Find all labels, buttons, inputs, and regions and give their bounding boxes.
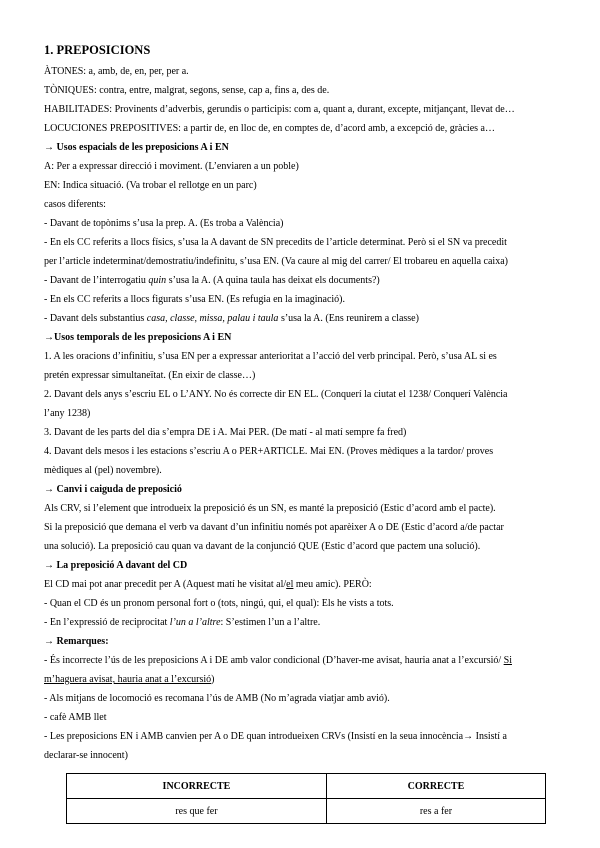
parts-dia-line: 3. Davant de les parts del dia s’empra DE i A. Mai PER. (De matí - al matí sempre fa fred) bbox=[44, 427, 407, 438]
casos-line: casos diferents: bbox=[44, 199, 106, 210]
heading-usos-espacials: → Usos espacials de les preposicions A i EN bbox=[44, 142, 229, 153]
interrogatiu-line bbox=[44, 271, 564, 290]
condicional-underlined-1: Si bbox=[503, 655, 512, 666]
mesos-line-1: 4. Davant dels mesos i les estacions s’escriu A o PER+ARTICLE. Mai EN. (Proves mèdiques a la tardor/ proves bbox=[44, 446, 494, 457]
interrogatiu-text-1: - Davant de l’interrogatiu bbox=[44, 275, 149, 286]
en-situacio-line: EN: Indica situació. (Va trobar el rellotge en un parc) bbox=[44, 180, 257, 191]
crv-canvien-line-1: - Les preposicions EN i AMB canvien per A o DE quan introdueixen CRVs (Insistí en la seua innocència→ Insistí a bbox=[44, 731, 507, 742]
crv-canvien-line-2: declarar-se innocent) bbox=[44, 750, 128, 761]
interrogatiu-word: quin bbox=[148, 275, 167, 286]
substantius-words: casa, classe, missa, palau i taula bbox=[146, 313, 279, 324]
cd-underlined-el: el bbox=[286, 579, 294, 590]
locucions-line: LOCUCIONES PREPOSITIVES: a partir de, en lloc de, en comptes de, d’acord amb, a excepció de, gràcies a… bbox=[44, 123, 495, 134]
condicional-text-1: - És incorrecte l’ús de les preposicions A i DE amb valor condicional (D’haver-me avisat, hauria anat a l’excursió/ bbox=[44, 655, 504, 666]
reciprocitat-words: l’un a l’altre bbox=[169, 617, 221, 628]
heading-usos-temporals: →Usos temporals de les preposicions A i EN bbox=[44, 332, 232, 343]
heading-preposicio-cd: → La preposició A davant del CD bbox=[44, 560, 188, 571]
comparison-table bbox=[66, 773, 546, 824]
figurats-line: - En els CC referits a llocs figurats s’usa EN. (Es refugia en la imaginació). bbox=[44, 294, 346, 305]
anys-line-2: l’any 1238) bbox=[44, 408, 91, 419]
table-row bbox=[67, 799, 546, 824]
cc-fisics-line-1: - En els CC referits a llocs físics, s’usa la A davant de SN precedits de l’article determinat. Però si el SN va precedit bbox=[44, 237, 507, 248]
document-page bbox=[44, 40, 564, 824]
reciprocitat-line bbox=[44, 613, 564, 632]
crv-line-1: Als CRV, si l’element que introdueix la preposició és un SN, es manté la preposició (Estic d’acord amb el pacte). bbox=[44, 503, 496, 514]
interrogatiu-text-2: s’usa la A. (A quina taula has deixat els documents?) bbox=[166, 275, 380, 286]
page-title: 1. PREPOSICIONS bbox=[44, 43, 151, 57]
heading-canvi-preposicio: → Canvi i caiguda de preposició bbox=[44, 484, 182, 495]
anys-line-1: 2. Davant dels anys s’escriu EL o L’ANY. No és correcte dir EN EL. (Conquerí la ciutat el 1238/ Conquerí València bbox=[44, 389, 508, 400]
table-cell-correcte: res a fer bbox=[326, 799, 545, 824]
cd-line bbox=[44, 575, 564, 594]
condicional-line-1 bbox=[44, 651, 564, 670]
condicional-underlined-2: m’haguera avisat, hauria anat a l’excursió bbox=[44, 674, 212, 685]
atones-line: ÀTONES: a, amb, de, en, per, per a. bbox=[44, 66, 189, 77]
crv-line-3: una solució). La preposició cau quan va davant de la conjunció QUE (Estic d’acord que pactem una solució). bbox=[44, 541, 481, 552]
condicional-line-2 bbox=[44, 670, 564, 689]
substantius-text-1: - Davant dels substantius bbox=[44, 313, 147, 324]
cafe-line: - cafè AMB llet bbox=[44, 712, 107, 723]
table-cell-incorrecte: res que fer bbox=[67, 799, 327, 824]
substantius-text-2: s’usa la A. (Ens reunirem a classe) bbox=[278, 313, 419, 324]
pronom-line: - Quan el CD és un pronom personal fort o (tots, ningú, qui, el qual): Els he vists a tots. bbox=[44, 598, 394, 609]
heading-remarques: → Remarques: bbox=[44, 636, 109, 647]
a-direccio-line: A: Per a expressar direcció i moviment. (L’enviaren a un poble) bbox=[44, 161, 299, 172]
cc-fisics-line-2: per l’article indeterminat/demostratiu/indefinitu, s’usa EN. (Va caure al mig del carrer/ El trobareu en aquella caixa) bbox=[44, 256, 508, 267]
mesos-line-2: mèdiques al (pel) novembre). bbox=[44, 465, 162, 476]
locomocio-line: - Als mitjans de locomoció es recomana l’ús de AMB (No m’agrada viatjar amb avió). bbox=[44, 693, 390, 704]
crv-line-2: Si la preposició que demana el verb va davant d’un infinitiu només pot aparèixer A o DE (Estic d’acord a/de pactar bbox=[44, 522, 504, 533]
reciprocitat-text-2: : S’estimen l’un a l’altre. bbox=[220, 617, 321, 628]
toniques-line: TÒNIQUES: contra, entre, malgrat, segons, sense, cap a, fins a, des de. bbox=[44, 85, 330, 96]
table-header-correcte: CORRECTE bbox=[326, 774, 545, 799]
cd-text-1: El CD mai pot anar precedit per A (Aquest matí he visitat al/ bbox=[44, 579, 287, 590]
table-header-incorrecte: INCORRECTE bbox=[67, 774, 327, 799]
infinitiu-line-2: pretén expressar simultaneïtat. (En eixir de classe…) bbox=[44, 370, 256, 381]
condicional-text-2: ) bbox=[211, 674, 215, 685]
infinitiu-line-1: 1. A les oracions d’infinitiu, s’usa EN per a expressar anterioritat a l’acció del verb principal. Però, s’usa AL si es bbox=[44, 351, 497, 362]
habilitades-line: HABILITADES: Provinents d’adverbis, gerundis o participis: com a, quant a, durant, excepte, mitjançant, llevat de… bbox=[44, 104, 515, 115]
substantius-line bbox=[44, 309, 564, 328]
cd-text-2: meu amic). PERÒ: bbox=[293, 579, 372, 590]
toponims-line: - Davant de topònims s’usa la prep. A. (Es troba a València) bbox=[44, 218, 284, 229]
reciprocitat-text-1: - En l’expressió de reciprocitat bbox=[44, 617, 170, 628]
table-header-row bbox=[67, 774, 546, 799]
